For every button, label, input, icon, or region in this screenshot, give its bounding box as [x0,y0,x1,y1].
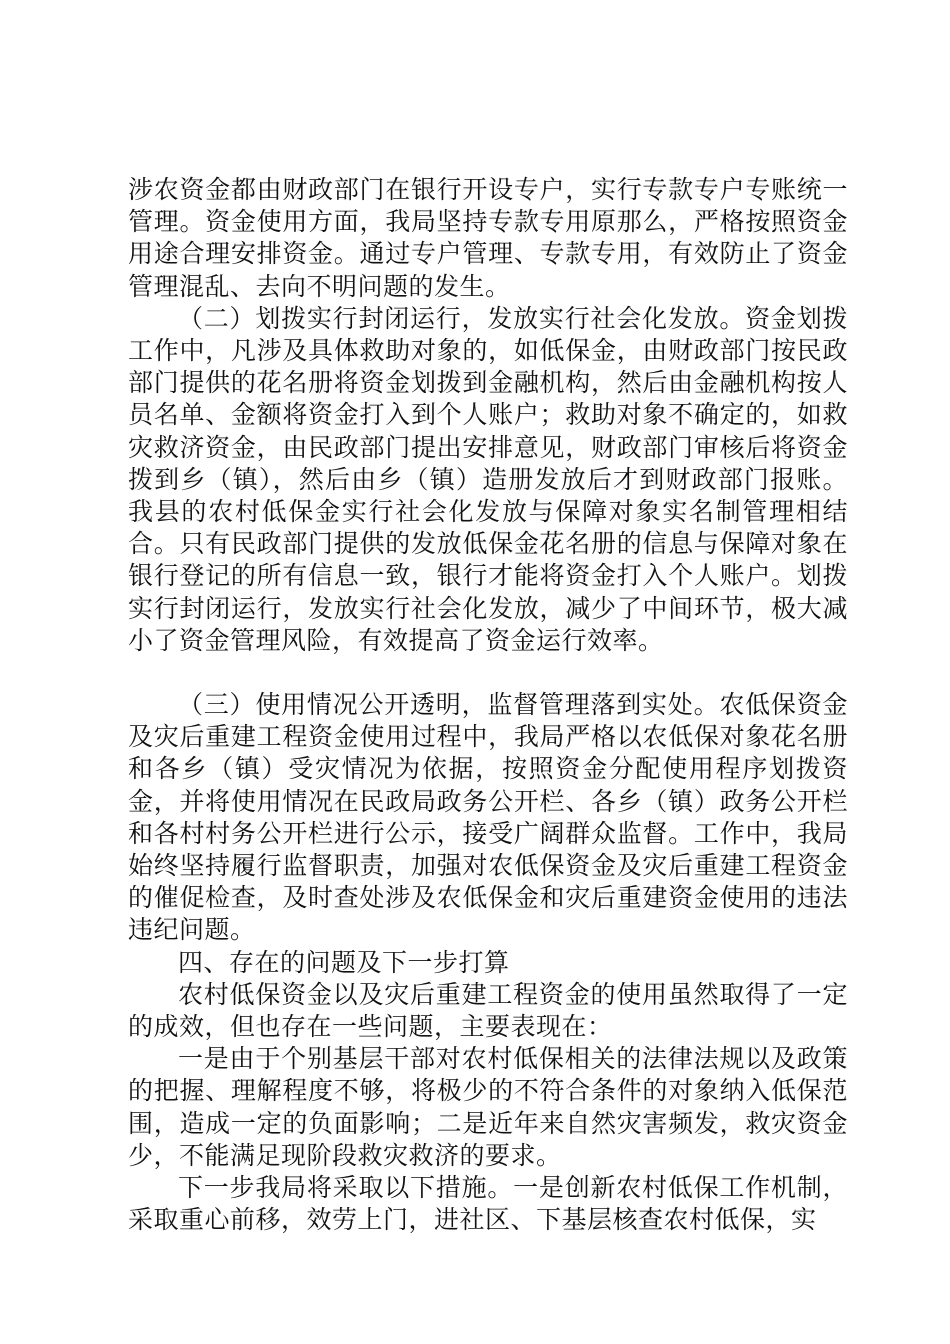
paragraph-5: 一是由于个别基层干部对农村低保相关的法律法规以及政策的把握、理解程度不够，将极少的不符合条件的对象纳入低保范围，造成一定的负面影响；二是近年来自然灾害频发，救灾资金少，不能满足现阶段救灾救济的要求。 [128,1044,848,1170]
section-heading: 四、存在的问题及下一步打算 [178,947,510,977]
paragraph-6: 下一步我局将采取以下措施。一是创新农村低保工作机制，采取重心前移，效劳上门，进社区、下基层核查农村低保，实 [128,1173,848,1235]
document-page [128,174,848,1237]
paragraph-2: （二）划拨实行封闭运行，发放实行社会化发放。资金划拨工作中，凡涉及具体救助对象的，如低保金，由财政部门按民政部门提供的花名册将资金划拨到金融机构，然后由金融机构按人员名单、金额将资金打入到个人账户；救助对象不确定的，如救灾救济资金，由民政部门提出安排意见，财政部门审核后将资金拨到乡（镇），然后由乡（镇）造册发放后才到财政部门报账。我县的农村低保金实行社会化发放与保障对象实名制管理相结合。只有民政部门提供的发放低保金花名册的信息与保障对象在银行登记的所有信息一致，银行才能将资金打入个人账户。划拨实行封闭运行，发放实行社会化发放，减少了中间环节，极大减小了资金管理风险，有效提高了资金运行效率。 [128,303,848,655]
paragraph-1: 涉农资金都由财政部门在银行开设专户，实行专款专户专账统一管理。资金使用方面，我局坚持专款专用原那么，严格按照资金用途合理安排资金。通过专户管理、专款专用，有效防止了资金管理混乱、去向不明问题的发生。 [128,175,848,301]
paragraph-3: （三）使用情况公开透明，监督管理落到实处。农低保资金及灾后重建工程资金使用过程中，我局严格以农低保对象花名册和各乡（镇）受灾情况为依据，按照资金分配使用程序划拨资金，并将使用情况在民政局政务公开栏、各乡（镇）政务公开栏和各村村务公开栏进行公示，接受广阔群众监督。工作中，我局始终坚持履行监督职责，加强对农低保资金及灾后重建工程资金的催促检查，及时查处涉及农低保金和灾后重建资金使用的违法违纪问题。 [128,690,848,945]
paragraph-4: 农村低保资金以及灾后重建工程资金的使用虽然取得了一定的成效，但也存在一些问题，主要表现在： [128,979,848,1042]
paragraph-gap [128,657,848,689]
